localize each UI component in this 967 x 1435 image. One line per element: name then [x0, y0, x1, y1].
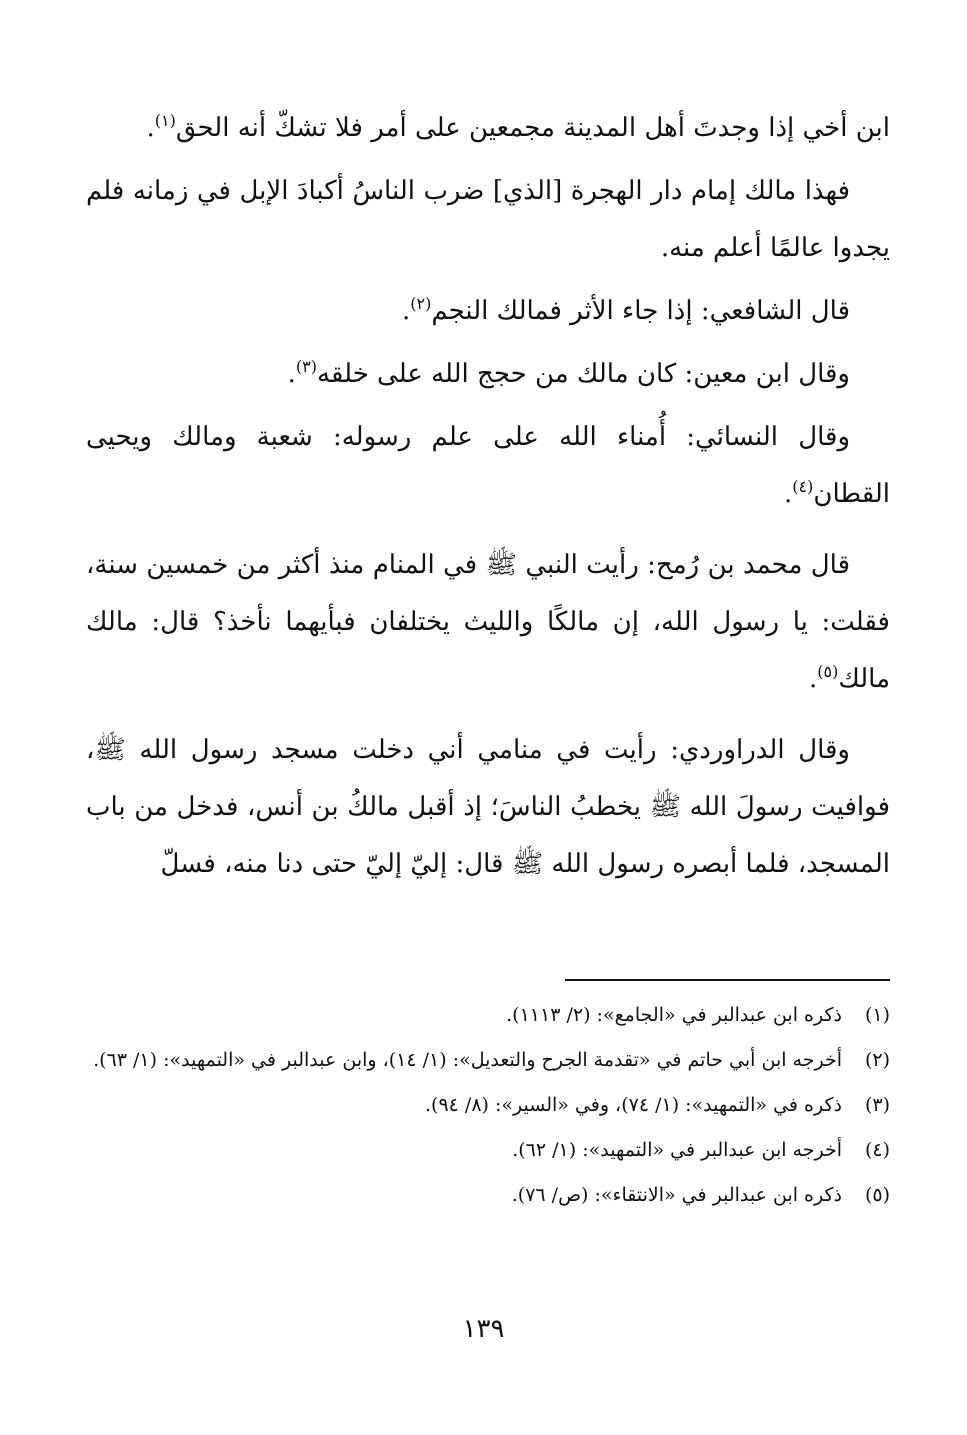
footnote-text: ذكره ابن عبدالبر في «الانتقاء»: (ص/ ٧٦).: [511, 1184, 842, 1206]
footnote-4: [86, 1133, 890, 1168]
footnote-ref-3: (٣): [295, 357, 317, 376]
footnote-2: [86, 1043, 890, 1078]
paragraph-6-end: .: [808, 664, 818, 694]
footnote-5: [86, 1178, 890, 1213]
footnote-ref-5: (٥): [817, 662, 839, 681]
footnote-1: [86, 998, 890, 1033]
paragraph-1: [86, 100, 890, 157]
footnote-number: (٥): [864, 1184, 890, 1206]
paragraph-5-text: وقال النسائي: أُمناء الله على علم رسوله: شعبة ومالك ويحيى القطان: [86, 422, 890, 509]
footnote-text: ذكره ابن عبدالبر في «الجامع»: (٢/ ١١١٣).: [506, 1004, 842, 1026]
footnote-ref-2: (٢): [410, 294, 432, 313]
footnote-separator: [565, 979, 890, 981]
footnote-text: ذكره في «التمهيد»: (١/ ٧٤)، وفي «السير»: (٨/ ٩٤).: [425, 1094, 842, 1116]
paragraph-2: [86, 163, 890, 277]
paragraph-3: [86, 283, 890, 340]
paragraph-6-text: قال محمد بن رُمح: رأيت النبي ﷺ في المنام منذ أكثر من خمسين سنة، فقلت: يا رسول الله، إن مالكًا والليث يختلفان فبأيهما نأخذ؟ قال: مالك مالك: [86, 550, 890, 694]
paragraph-3-end: .: [401, 296, 411, 326]
paragraph-5-end: .: [783, 479, 793, 509]
paragraph-4-end: .: [287, 359, 296, 389]
footnote-text: أخرجه ابن أبي حاتم في «تقدمة الجرح والتعديل»: (١/ ١٤)، وابن عبدالبر في «التمهيد»: (١/ ٦٣).: [93, 1049, 842, 1071]
paragraph-4: [86, 346, 890, 403]
footnote-3: [86, 1088, 890, 1123]
footnote-number: (١): [864, 1004, 890, 1026]
footnote-ref-4: (٤): [792, 477, 814, 496]
page-number: ١٣٩: [462, 1314, 505, 1344]
paragraph-7: [86, 722, 890, 893]
footnotes: [86, 998, 890, 1223]
paragraph-3-text: قال الشافعي: إذا جاء الأثر فمالك النجم: [431, 296, 850, 326]
footnote-number: (٢): [864, 1049, 890, 1071]
paragraph-1-text: ابن أخي إذا وجدتَ أهل المدينة مجمعين على أمر فلا تشكّ أنه الحق: [175, 113, 890, 143]
paragraph-2-text: فهذا مالك إمام دار الهجرة [الذي] ضرب الناسُ أكبادَ الإبل في زمانه فلم يجدوا عالمًا أعلم منه.: [86, 176, 890, 263]
footnote-text: أخرجه ابن عبدالبر في «التمهيد»: (١/ ٦٢).: [512, 1139, 842, 1161]
paragraph-7-text: وقال الدراوردي: رأيت في منامي أني دخلت مسجد رسول الله ﷺ، فوافيت رسولَ الله ﷺ يخطبُ الناسَ؛ إذ أقبل مالكُ بن أنس، فدخل من باب المسجد، فلما أبصره رسول الله ﷺ قال: إليّ إليّ حتى دنا منه، فسلّ: [86, 735, 890, 879]
paragraph-4-text: وقال ابن معين: كان مالك من حجج الله على خلقه: [317, 359, 850, 389]
main-text: [86, 100, 890, 893]
footnote-number: (٣): [864, 1094, 890, 1116]
paragraph-1-end: .: [146, 113, 155, 143]
footnote-ref-1: (١): [154, 111, 176, 130]
footnote-number: (٤): [864, 1139, 890, 1161]
paragraph-6: [86, 537, 890, 708]
paragraph-5: [86, 409, 890, 523]
